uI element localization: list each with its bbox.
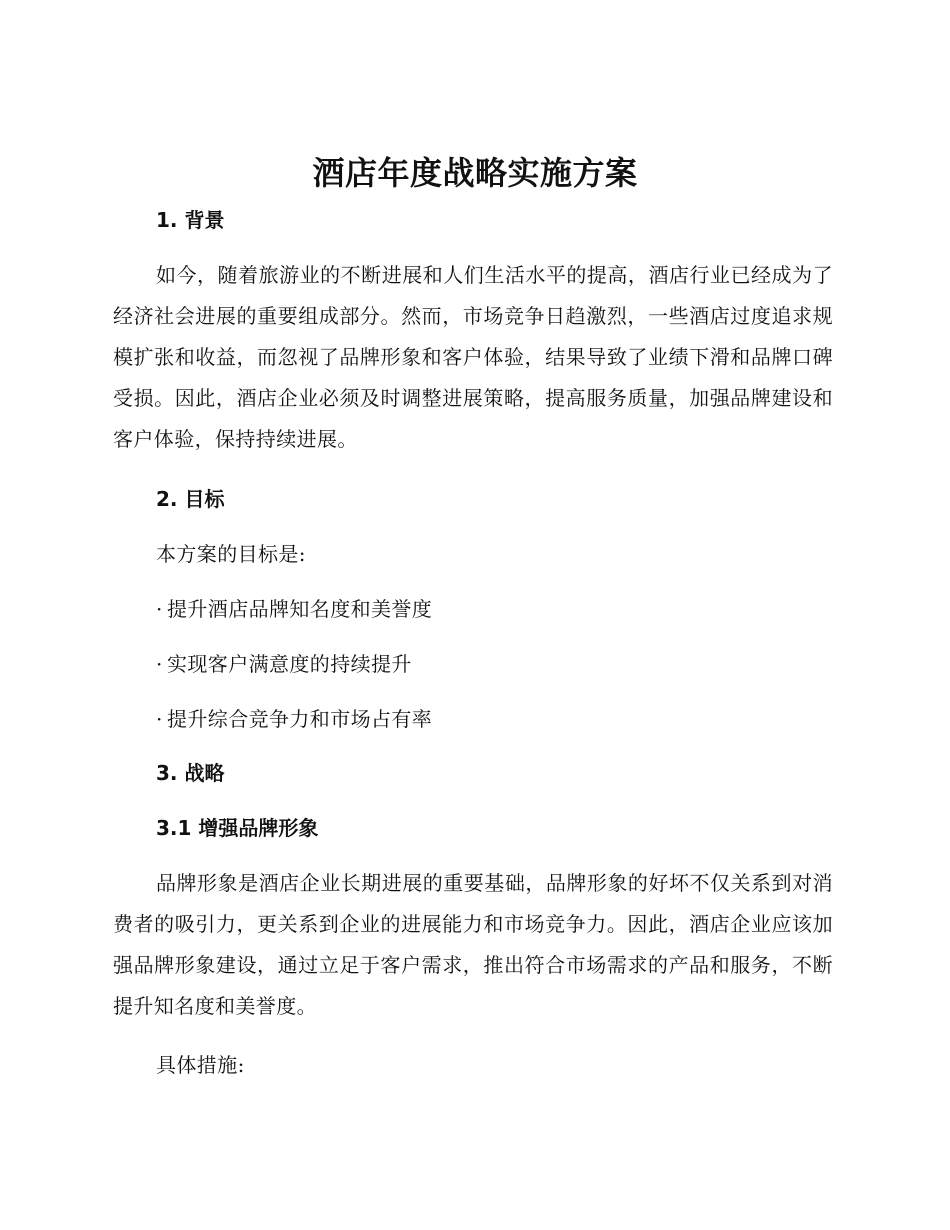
document-title: 酒店年度战略实施方案 [312,154,638,192]
brand-image-paragraph: 品牌形象是酒店企业长期进展的重要基础，品牌形象的好坏不仅关系到对消费者的吸引力，更关系到企业的进展能力和市场竞争力。因此，酒店企业应该加强品牌形象建设，通过立足于客户需求，推出符合市场需求的产品和服务，不断提升知名度和美誉度。 [113,871,833,1018]
goal-bullet-item [156,649,412,679]
goal-bullet-text: 实现客户满意度的持续提升 [167,652,412,676]
goal-bullet-item [156,594,432,624]
goal-bullet-text: 提升酒店品牌知名度和美誉度 [167,597,433,621]
goal-bullet-text: 提升综合竞争力和市场占有率 [167,707,433,731]
subsection-heading-brand-image: 3.1 增强品牌形象 [156,816,319,840]
section-heading-strategy: 3. 战略 [156,761,225,785]
bullet-dot-icon: · [156,707,163,731]
bullet-dot-icon: · [156,652,163,676]
section-heading-goals: 2. 目标 [156,487,225,511]
goals-intro: 本方案的目标是: [156,542,306,566]
bullet-dot-icon: · [156,597,163,621]
section-heading-background: 1. 背景 [156,208,225,232]
goal-bullet-item [156,704,432,734]
background-paragraph: 如今，随着旅游业的不断进展和人们生活水平的提高，酒店行业已经成为了经济社会进展的重要组成部分。然而，市场竞争日趋激烈，一些酒店过度追求规模扩张和收益，而忽视了品牌形象和客户体验，结果导致了业绩下滑和品牌口碑受损。因此，酒店企业必须及时调整进展策略，提高服务质量，加强品牌建设和客户体验，保持持续进展。 [113,263,833,451]
measures-label: 具体措施: [156,1053,245,1077]
